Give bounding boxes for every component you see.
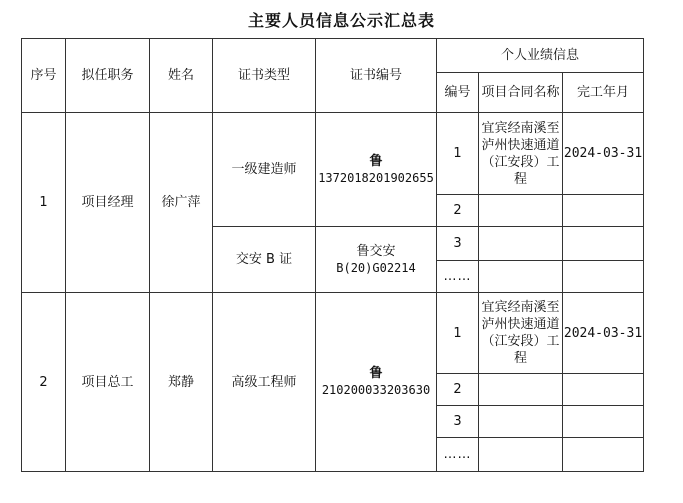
cert-number-prefix: 鲁交安	[356, 243, 396, 259]
perf-no: 2	[437, 195, 479, 227]
perf-project	[479, 261, 563, 293]
perf-no: 3	[437, 227, 479, 261]
header-cert-number: 证书编号	[316, 39, 437, 113]
perf-date	[563, 438, 644, 472]
perf-no: ……	[437, 438, 479, 472]
header-perf-no: 编号	[437, 73, 479, 113]
personnel-table	[21, 38, 644, 472]
header-name: 姓名	[150, 39, 213, 113]
perf-date	[563, 406, 644, 438]
table-row	[22, 293, 644, 374]
header-cert-type: 证书类型	[213, 39, 316, 113]
row-name: 郑静	[150, 293, 213, 472]
perf-date	[563, 261, 644, 293]
row-position: 项目总工	[66, 293, 150, 472]
cert-number-cell	[316, 113, 437, 227]
perf-date	[563, 227, 644, 261]
header-index: 序号	[22, 39, 66, 113]
perf-no: 1	[437, 113, 479, 195]
cert-number-prefix: 鲁	[369, 366, 383, 381]
perf-project	[479, 374, 563, 406]
perf-project: 宜宾经南溪至泸州快速通道（江安段）工程	[479, 293, 563, 374]
perf-project	[479, 227, 563, 261]
perf-project: 宜宾经南溪至泸州快速通道（江安段）工程	[479, 113, 563, 195]
cert-type: 高级工程师	[213, 293, 316, 472]
cert-number-prefix: 鲁	[369, 153, 383, 169]
cert-number: 210200033203630	[321, 383, 431, 397]
perf-no: 3	[437, 406, 479, 438]
cert-type: 一级建造师	[213, 113, 316, 227]
row-name: 徐广萍	[150, 113, 213, 293]
row-index: 1	[22, 113, 66, 293]
header-position: 拟任职务	[66, 39, 150, 113]
perf-no: 1	[437, 293, 479, 374]
perf-project	[479, 406, 563, 438]
page-title: 主要人员信息公示汇总表	[247, 11, 435, 30]
cert-number-cell	[316, 293, 437, 472]
perf-project	[479, 195, 563, 227]
cert-type: 交安 B 证	[213, 227, 316, 293]
perf-no: ……	[437, 261, 479, 293]
header-row-1	[22, 39, 644, 73]
header-perf-project: 项目合同名称	[479, 73, 563, 113]
perf-date: 2024-03-31	[563, 113, 644, 195]
header-performance: 个人业绩信息	[437, 39, 644, 73]
perf-date: 2024-03-31	[563, 293, 644, 374]
table-row	[22, 113, 644, 195]
cert-number: B(20)G02214	[336, 260, 416, 275]
perf-date	[563, 374, 644, 406]
row-index: 2	[22, 293, 66, 472]
perf-project	[479, 438, 563, 472]
cert-number: 1372018201902655	[318, 170, 434, 185]
perf-no: 2	[437, 374, 479, 406]
row-position: 项目经理	[66, 113, 150, 293]
header-perf-date: 完工年月	[563, 73, 644, 113]
perf-date	[563, 195, 644, 227]
cert-number-cell	[316, 227, 437, 293]
